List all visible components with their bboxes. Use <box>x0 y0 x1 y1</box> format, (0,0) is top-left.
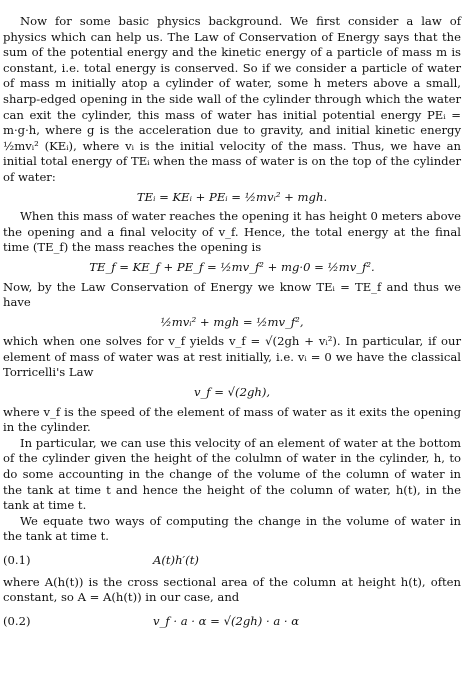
equation-0-2: v_f · a · α = √(2gh) · a · α <box>153 613 300 628</box>
paragraph-final-energy: When this mass of water reaches the opening it has height 0 meters above the opening and a final velocity of v_f. Hence, the total energy at the final time (TE_f) the mass reaches the opening is <box>3 209 461 255</box>
paragraph-cross-section: where A(h(t)) is the cross sectional area of the column at height h(t), often constant, so A = A(h(t)) in our case, and <box>3 574 461 605</box>
equation-final-energy: TE_f = KE_f + PE_f = ½mv_f² + mg·0 = ½mv_f². <box>89 259 375 274</box>
equation-0-1-row <box>3 553 461 569</box>
paragraph-speed-definition: where v_f is the speed of the element of mass of water as it exits the opening in the cylinder. <box>3 404 461 435</box>
equation-number-0-2: (0.2) <box>3 613 31 628</box>
equation-0-1: A(t)h′(t) <box>153 553 199 567</box>
paragraph-equate: We equate two ways of computing the change in the volume of water in the tank at time t. <box>3 513 461 544</box>
equation-torricelli: v_f = √(2gh), <box>193 385 271 400</box>
paragraph-conservation: Now, by the Law Conservation of Energy we know TEᵢ = TE_f and thus we have <box>3 279 461 310</box>
paragraph-solve: which when one solves for v_f yields v_f = √(2gh + vᵢ²). In particular, if our element of mass of water was at rest initially, i.e. vᵢ = 0 we have the classical Torricelli's Law <box>3 334 461 380</box>
equation-conservation: ½mvᵢ² + mgh = ½mv_f², <box>160 314 304 329</box>
equation-number-0-1: (0.1) <box>3 553 31 567</box>
paragraph-intro: Now for some basic physics background. We first consider a law of physics which can help us. The Law of Conservation of Energy says that the sum of the potential energy and the kinetic energy of a particle of mass m is constant, i.e. total energy is conserved. So if we consider a particle of water of mass m initially atop a cylinder of water, some h meters above a small, sharp-edged opening in the side wall of the cylinder through which the water can exit the cylinder, this mass of water has initial potential energy PEᵢ = m·g·h, where g is the acceleration due to gravity, and initial kinetic energy ½mvᵢ² (KEᵢ), where vᵢ is the initial velocity of the mass. Thus, we have an initial total energy of TEᵢ when the mass of water is on the top of the cylinder of water: <box>3 14 461 184</box>
equation-0-2-row <box>3 614 461 630</box>
paragraph-accounting: In particular, we can use this velocity of an element of water at the bottom of the cylinder given the height of the colulmn of water in the cylinder, h, to do some accounting in the change of the volume of the column of water in the tank at time t and hence the height of the column of water, h(t), in the tank at time t. <box>3 435 461 513</box>
equation-initial-energy: TEᵢ = KEᵢ + PEᵢ = ½mvᵢ² + mgh. <box>136 189 328 204</box>
